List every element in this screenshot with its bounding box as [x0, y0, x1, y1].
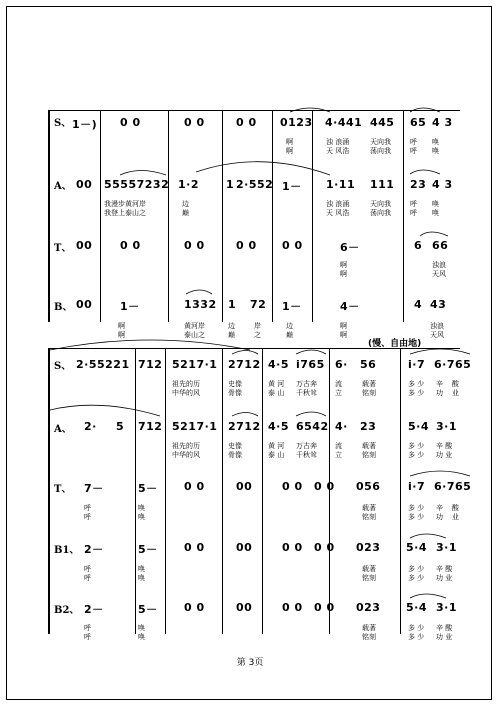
sys2-s-note: i·7: [408, 358, 426, 371]
sys1-a-lyric: 边 巅: [182, 200, 189, 217]
sys2-t-note: 6·765: [434, 480, 472, 493]
sys2-a-note: 2·: [84, 420, 97, 433]
system1-bracket: [48, 110, 50, 322]
sys2-s-note: 712: [138, 358, 163, 371]
sys2-b2-note: 00: [236, 601, 253, 614]
sys1-b-lyric: 浊浪 天风: [430, 322, 444, 339]
sys1-a-note: 1·11: [326, 178, 356, 191]
sys2-s-note: 6·: [335, 358, 348, 371]
sys1-s-lyric: 呼 呼: [410, 138, 417, 155]
sys1-b-lyric: 岸 之: [254, 322, 261, 339]
sys1-b-note: 1: [228, 298, 237, 311]
sys2-a-note: 712: [138, 420, 163, 433]
sys2-a-note: 3·1: [436, 420, 457, 433]
sys1-s-note: 65: [410, 116, 427, 129]
sys2-b1-note: 023: [356, 541, 381, 554]
sys2-label-b1: B1、: [54, 545, 80, 556]
sys1-b-note: 4: [414, 298, 423, 311]
sys1-b-lyric: 啊 啊: [118, 322, 125, 339]
sys2-b2-note: 2－: [84, 603, 104, 616]
sys2-a-lyric: 多 少 多 少: [408, 442, 425, 459]
sys1-s-lyric: 天向我 荡向我: [370, 138, 391, 155]
sys1-barline: [100, 110, 101, 322]
sys1-s-note: 1－): [72, 118, 98, 131]
sys1-t-note: 0 0: [236, 239, 257, 252]
sys1-s-note: 0 0: [184, 116, 205, 129]
sys2-s-note: 2712: [228, 358, 261, 371]
sys2-label-s: S、: [54, 361, 72, 372]
sys2-b2-lyric: 唤 唤: [138, 624, 145, 641]
sys1-a-note: 1－: [282, 180, 302, 193]
sys2-b2-lyric: 多 少 多 少: [408, 624, 425, 641]
sys2-a-note: 2712: [228, 420, 261, 433]
sys1-a-note: 111: [370, 178, 395, 191]
sys1-barline: [403, 110, 404, 322]
sys1-t-note: 66: [432, 239, 449, 252]
sys2-barline: [262, 348, 263, 634]
sys2-b1-lyric: 唤 唤: [138, 565, 145, 582]
sys2-a-note: 23: [360, 420, 377, 433]
sys1-b-note: 4－: [340, 300, 360, 313]
sys2-t-note: i·7: [408, 480, 426, 493]
sys2-b2-note: 0 0: [184, 601, 205, 614]
sys2-b1-note: 0 0: [314, 541, 335, 554]
sys2-b1-lyric: 载著 铭刻: [362, 565, 376, 582]
sys1-a-lyric: 呼 呼: [410, 200, 417, 217]
sys1-label-s: S、: [54, 118, 72, 129]
sys2-b1-lyric: 多 少 多 少: [408, 565, 425, 582]
sys2-barline: [135, 348, 136, 634]
sys1-a-lyric: 我漫步黄河岸 我登上泰山之: [104, 200, 146, 217]
sys2-s-note: 2·55221: [76, 358, 130, 371]
sys1-a-lyric: 唤 唤: [432, 200, 439, 217]
sys2-s-lyric: 祖先的历 中华的风: [172, 380, 200, 397]
sys2-t-lyric: 唤 唤: [138, 504, 145, 521]
sys1-s-note: 4·441: [325, 116, 363, 129]
sys1-t-lyric: 啊 啊: [340, 261, 347, 278]
sys2-s-note: 5217·1: [172, 358, 218, 371]
sys2-a-lyric: 辛 酸 功 业: [436, 442, 453, 459]
sys1-barline: [312, 110, 313, 322]
sys2-b2-note: 0 0: [282, 601, 303, 614]
sys2-a-note: 6542: [296, 420, 329, 433]
page-number: 第 3页: [236, 658, 264, 668]
sys2-s-lyric: 史像 骨像: [228, 380, 242, 397]
sys1-b-note: 1－: [282, 300, 302, 313]
sys2-b1-note: 2－: [84, 543, 104, 556]
sys2-b2-lyric: 辛 酸 功 业: [436, 624, 453, 641]
sys1-b-note: 1332: [184, 298, 217, 311]
sys1-t-lyric: 浊浪 天风: [432, 261, 446, 278]
sys1-a-lyric: 天向我 荡向我: [370, 200, 391, 217]
sys2-b1-lyric: 呼 呼: [84, 565, 91, 582]
sys2-a-note: 5·4: [408, 420, 429, 433]
sys1-t-note: 6－: [340, 241, 360, 254]
sys2-t-lyric: 载著 铭刻: [362, 504, 376, 521]
sys2-b1-note: 00: [236, 541, 253, 554]
sys2-t-note: 0 0: [314, 480, 335, 493]
sys1-a-note: 00: [76, 178, 93, 191]
sys2-t-note: 5－: [138, 482, 158, 495]
sys1-t-note: 0 0: [282, 239, 303, 252]
sys1-s-note: 0 0: [236, 116, 257, 129]
sys1-a-note: 1: [226, 178, 235, 191]
sys2-t-note: 0 0: [282, 480, 303, 493]
sys2-a-note: 5217·1: [172, 420, 218, 433]
sys2-barline: [165, 348, 166, 634]
sys2-b1-note: 3·1: [436, 541, 457, 554]
sys2-a-note: 4·5: [268, 420, 289, 433]
sys2-b1-note: 0 0: [282, 541, 303, 554]
sys1-b-note: 00: [76, 298, 93, 311]
sys2-b2-note: 5·4: [406, 601, 427, 614]
sys1-t-note: 6: [414, 239, 423, 252]
sys2-s-lyric: 流 立: [335, 380, 342, 397]
sys1-barline: [168, 110, 169, 322]
sys1-barline: [272, 110, 273, 322]
sys2-barline: [400, 348, 401, 634]
sys2-s-note: i765: [296, 358, 325, 371]
sys1-barline: [222, 110, 223, 322]
sys2-top-line: [50, 348, 460, 349]
sys1-b-note: 43: [430, 298, 447, 311]
sys2-a-lyric: 载著 铭刻: [362, 442, 376, 459]
sys1-label-a: A、: [54, 181, 72, 192]
sys2-a-lyric: 流 立: [335, 442, 342, 459]
sys1-a-note: 4 3: [432, 178, 453, 191]
sys1-top-line: [50, 110, 460, 111]
sys2-s-lyric: 载著 铭刻: [362, 380, 376, 397]
sys2-s-lyric: 黄 河 泰 山: [268, 380, 285, 397]
sys2-s-lyric: 辛 酸 功 业: [436, 380, 459, 397]
sys2-t-note: 7－: [84, 482, 104, 495]
sys2-b1-note: 5·4: [406, 541, 427, 554]
sys1-a-note: 23: [410, 178, 427, 191]
sys1-a-note: 2·552: [236, 178, 274, 191]
sys2-a-lyric: 史像 骨像: [228, 442, 242, 459]
sys2-t-note: 0 0: [184, 480, 205, 493]
sys2-a-lyric: 黄 河 泰 山: [268, 442, 285, 459]
sys2-s-note: 4·5: [268, 358, 289, 371]
sys1-b-note: 72: [250, 298, 267, 311]
sys1-b-lyric: 黄河岸 泰山之: [184, 322, 205, 339]
sys2-b2-note: 3·1: [436, 601, 457, 614]
sys2-t-lyric: 辛 酸 功 业: [436, 504, 459, 521]
sys2-a-note: 5: [116, 420, 125, 433]
sys1-s-note: 0123: [280, 116, 313, 129]
sys2-label-b2: B2、: [54, 605, 80, 616]
sys2-b2-lyric: 载著 铭刻: [362, 624, 376, 641]
sys2-t-lyric: 多 少 多 少: [408, 504, 425, 521]
sys1-s-lyric: 啊 啊: [286, 138, 293, 155]
sys2-a-lyric: 祖先的历 中华的风: [172, 442, 200, 459]
system2-bracket: [48, 348, 50, 634]
sys1-s-note: 445: [370, 116, 395, 129]
sys1-label-t: T、: [54, 243, 72, 254]
sys2-t-lyric: 呼 呼: [84, 504, 91, 521]
sys1-s-lyric: 唤 唤: [432, 138, 439, 155]
sys2-b1-lyric: 辛 酸 功 业: [436, 565, 453, 582]
sys1-b-lyric: 边 巅: [228, 322, 235, 339]
sys2-barline: [222, 348, 223, 634]
sys1-b-lyric: 啊 啊: [340, 322, 347, 339]
sys2-b1-note: 5－: [138, 543, 158, 556]
sys2-b1-note: 0 0: [184, 541, 205, 554]
sys1-t-note: 0 0: [120, 239, 141, 252]
sys1-b-lyric: 边 巅: [286, 322, 293, 339]
sys1-a-note: 1·2: [178, 178, 199, 191]
sys2-b2-lyric: 呼 呼: [84, 624, 91, 641]
sys2-s-lyric: 万古奔 千秋耸: [296, 380, 317, 397]
sys2-s-lyric: 多 少 多 少: [408, 380, 425, 397]
tempo-mark: (慢、自由地): [368, 339, 422, 349]
sys1-s-note: 0 0: [120, 116, 141, 129]
sys1-s-note: 4 3: [432, 116, 453, 129]
sys2-t-note: 00: [236, 480, 253, 493]
sys2-t-note: 056: [356, 480, 381, 493]
sys2-s-note: 6·765: [434, 358, 472, 371]
sys1-s-lyric: 浊 浪涌 天 风浩: [326, 138, 350, 155]
sys1-t-note: 0 0: [184, 239, 205, 252]
sys1-b-note: 1－: [120, 300, 140, 313]
sys2-s-note: 56: [360, 358, 377, 371]
sys2-b2-note: 0 0: [314, 601, 335, 614]
sys2-b2-note: 5－: [138, 603, 158, 616]
sys1-label-b: B、: [54, 302, 73, 313]
sys2-label-t: T、: [54, 484, 72, 495]
sys2-a-lyric: 万古奔 千秋耸: [296, 442, 317, 459]
sys2-a-note: 4·: [335, 420, 348, 433]
sys2-label-a: A、: [54, 424, 72, 435]
sys1-a-lyric: 浊 浪涌 天 风浩: [326, 200, 350, 217]
sys1-a-note: 55557232: [104, 178, 170, 191]
sys1-t-note: 00: [76, 239, 93, 252]
sys2-b2-note: 023: [356, 601, 381, 614]
